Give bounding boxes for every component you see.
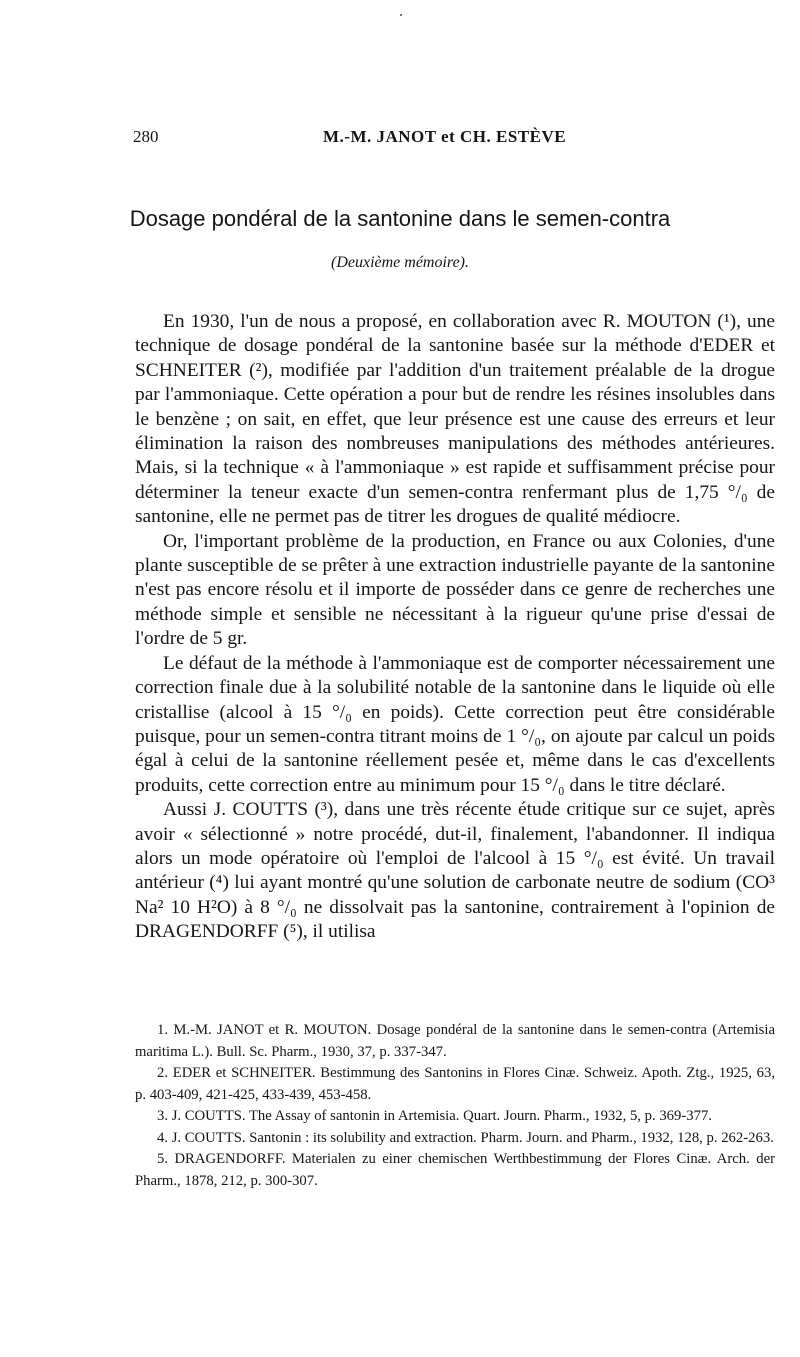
paragraph: Aussi J. COUTTS (³), dans une très récente étude critique sur ce sujet, après avoir « sélectionné » notre procédé, dut-il, finalement, l'abandonner. Il indiqua alors un mode opératoire où l'emploi de l'alcool à 15 °/₀ est évité. Un travail antérieur (⁴) lui ayant montré qu'une solution de carbonate neutre de sodium (CO³ Na² 10 H²O) à 8 °/₀ ne dissolvait pas la santonine, contrairement à l'opinion de DRAGENDORFF (⁵), il utilisa [135,799,775,943]
running-head: M.-M. JANOT et CH. ESTÈVE [323,127,567,146]
ink-speck [400,14,402,16]
footnote: 1. M.-M. JANOT et R. MOUTON. Dosage pondéral de la santonine dans le semen-contra (Artemisia maritima L.). Bull. Sc. Pharm., 1930, 37, p. 337-347. [135,1022,775,1060]
article-subtitle: (Deuxième mémoire). [330,254,469,271]
paragraph: Le défaut de la méthode à l'ammoniaque est de comporter nécessairement une correction finale due à la solubilité notable de la santonine dans le liquide où elle cristallise (alcool à 15 °/₀ en poids). Cette correction peut être considérable puisque, pour un semen-contra titrant moins de 1 °/₀, on ajoute par calcul un poids égal à celui de la santonine réellement pesée et, même dans le cas d'excellents produits, cette correction entre au minimum pour 15 °/₀ dans le titre déclaré. [135,652,775,796]
footnote: 5. DRAGENDORFF. Materialen zu einer chemischen Werthbestimmung der Flores Cinæ. Arch. der Pharm., 1878, 212, p. 300-307. [135,1151,775,1189]
footnote: 2. EDER et SCHNEITER. Bestimmung des Santonins in Flores Cinæ. Schweiz. Apoth. Ztg., 1925, 63, p. 403-409, 421-425, 433-439, 453-458. [135,1065,775,1103]
article-title: Dosage pondéral de la santonine dans le semen-contra [129,206,671,231]
article-body [135,310,775,945]
paragraph: Or, l'important problème de la production, en France ou aux Colonies, d'une plante susceptible de se prêter à une extraction industrielle payante de la santonine n'est pas encore résolu et il importe de posséder dans ce genre de recherches une méthode simple et sensible ne nécessitant à la rigueur qu'une prise d'essai de l'ordre de 5 gr. [135,530,775,650]
footnote: 4. J. COUTTS. Santonin : its solubility and extraction. Pharm. Journ. and Pharm., 1932, 128, p. 262-263. [157,1129,774,1146]
page-header [133,127,773,149]
page-number: 280 [133,127,159,146]
paragraph: En 1930, l'un de nous a proposé, en collaboration avec R. MOUTON (¹), une technique de dosage pondéral de la santonine basée sur la méthode d'EDER et SCHNEITER (²), modifiée par l'addition d'un traitement préalable de la drogue par l'ammoniaque. Cette opération a pour but de rendre les résines insolubles dans le benzène ; on sait, en effet, que leur présence est une cause des erreurs et leur élimination la raison des nombreuses manipulations des méthodes antérieures. Mais, si la technique « à l'ammoniaque » est rapide et suffisamment précise pour déterminer la teneur exacte d'un semen-contra renfermant plus de 1,75 °/₀ de santonine, elle ne permet pas de titrer les drogues de qualité médiocre. [135,311,775,528]
footnote: 3. J. COUTTS. The Assay of santonin in Artemisia. Quart. Journ. Pharm., 1932, 5, p. 369-377. [157,1108,712,1124]
footnotes [135,1020,775,1192]
